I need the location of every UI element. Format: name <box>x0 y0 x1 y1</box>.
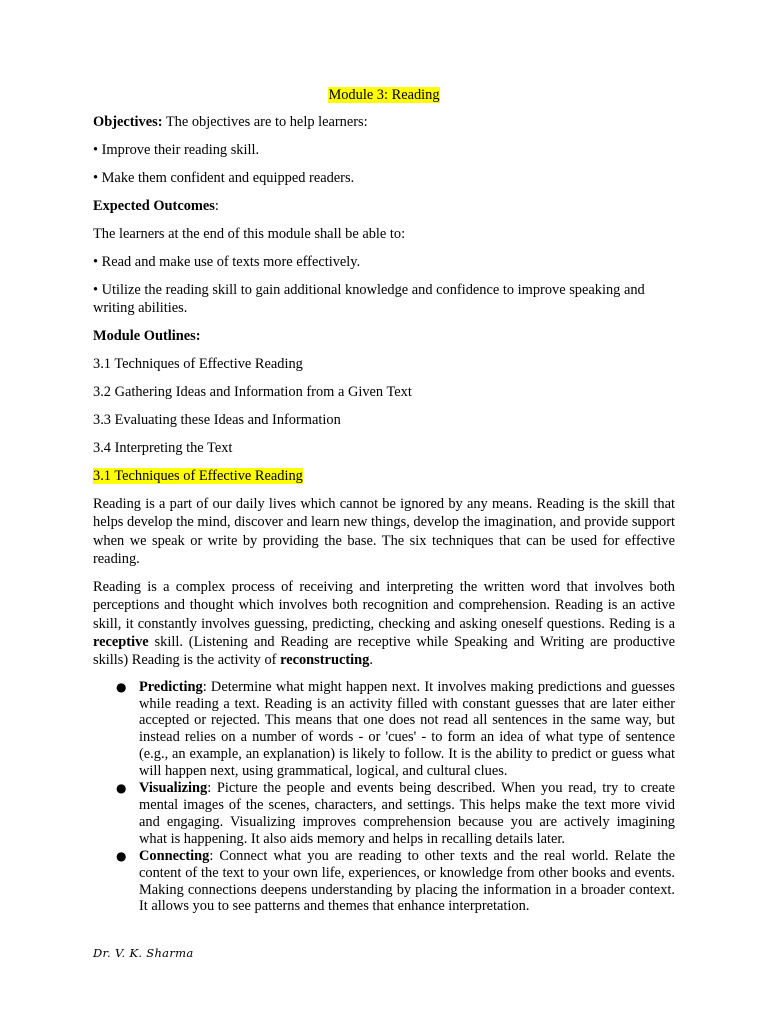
paragraph2-bold-receptive: receptive <box>93 634 149 651</box>
module-outlines-heading <box>93 327 675 345</box>
outline-item: 3.2 Gathering Ideas and Information from a Given Text <box>93 384 412 400</box>
module-title: Module 3: Reading <box>328 87 440 103</box>
module-outlines-label: Module Outlines: <box>93 328 201 344</box>
outcome-bullet: • Read and make use of texts more effectively. <box>93 254 361 270</box>
module-title-wrap <box>93 86 675 104</box>
technique-term: Visualizing <box>139 780 208 797</box>
outline-item: 3.4 Interpreting the Text <box>93 440 233 456</box>
page-content <box>93 86 675 915</box>
technique-term: Predicting <box>139 678 203 695</box>
objective-bullet: • Make them confident and equipped readers. <box>93 170 355 186</box>
technique-desc: : Connect what you are reading to other texts and the real world. Relate the content of the text to your own life, experiences, or knowledge from other books and events. Making connections deepens understanding by placing the information in a broader context. It allows you to see patterns and themes that enhance interpretation. <box>139 847 675 915</box>
technique-desc: : Picture the people and events being described. When you read, try to create mental images of the scenes, characters, and settings. This helps make the text more vivid and engaging. Visualizing improves comprehension because you are actively imagining what is happening. It also aids memory and helps in recalling details later. <box>139 780 675 847</box>
section-heading-line <box>93 467 675 485</box>
outline-item: 3.3 Evaluating these Ideas and Information <box>93 412 341 428</box>
paragraph-intro: Reading is a part of our daily lives which cannot be ignored by any means. Reading is the skill that helps develop the mind, discover and learn new things, develop the imagination, and provide support when we speak or write by providing the base. The six techniques that can be used for effective reading. <box>93 496 675 567</box>
technique-desc: : Determine what might happen next. It involves making predictions and guesses while reading a text. Reading is an activity filled with constant guesses that are later either accepted or rejected. This means that one does not read all sentences in the same way, but instead relies on a number of words - or 'cues' - to form an idea of what type of sentence (e.g., an example, an explanation) is likely to follow. It is the ability to predict or guess what will happen next, using grammatical, logical, and cultural clues. <box>139 678 675 780</box>
bullet-icon: ● <box>116 848 127 863</box>
paragraph2-part2: skill. (Listening and Reading are receptive while Speaking and Writing are productive skills) Reading is the activity of <box>93 634 675 669</box>
expected-outcomes-label: Expected Outcomes <box>93 198 215 214</box>
paragraph2-bold-reconstructing: reconstructing <box>280 652 370 669</box>
objectives-label: Objectives: <box>93 114 163 130</box>
outcome-bullet: • Utilize the reading skill to gain additional knowledge and confidence to improve speaking and writing abilities. <box>93 282 645 316</box>
list-item <box>116 678 675 780</box>
paragraph-reading-process <box>93 578 675 669</box>
techniques-list <box>93 679 675 916</box>
expected-outcomes-suffix: : <box>214 198 219 214</box>
bullet-icon: ● <box>116 679 127 694</box>
objectives-text: The objectives are to help learners: <box>162 114 368 130</box>
expected-outcomes-intro: The learners at the end of this module shall be able to: <box>93 226 406 242</box>
paragraph2-part3: . <box>369 652 373 669</box>
paragraph2-part1: Reading is a complex process of receiving and interpreting the written word that involves both perceptions and thought which involves both recognition and comprehension. Reading is an active skill, it constantly involves guessing, predicting, checking and asking oneself questions. Reding is a <box>93 579 675 632</box>
expected-outcomes-heading <box>93 197 675 215</box>
list-item <box>116 847 675 916</box>
technique-term: Connecting <box>139 847 210 864</box>
section-heading: 3.1 Techniques of Effective Reading <box>93 468 303 484</box>
author-footer: Dr. V. K. Sharma <box>93 946 194 960</box>
objective-bullet: • Improve their reading skill. <box>93 142 260 158</box>
outline-item: 3.1 Techniques of Effective Reading <box>93 356 303 372</box>
objectives-line <box>93 113 675 131</box>
bullet-icon: ● <box>116 781 127 796</box>
list-item <box>116 780 675 848</box>
